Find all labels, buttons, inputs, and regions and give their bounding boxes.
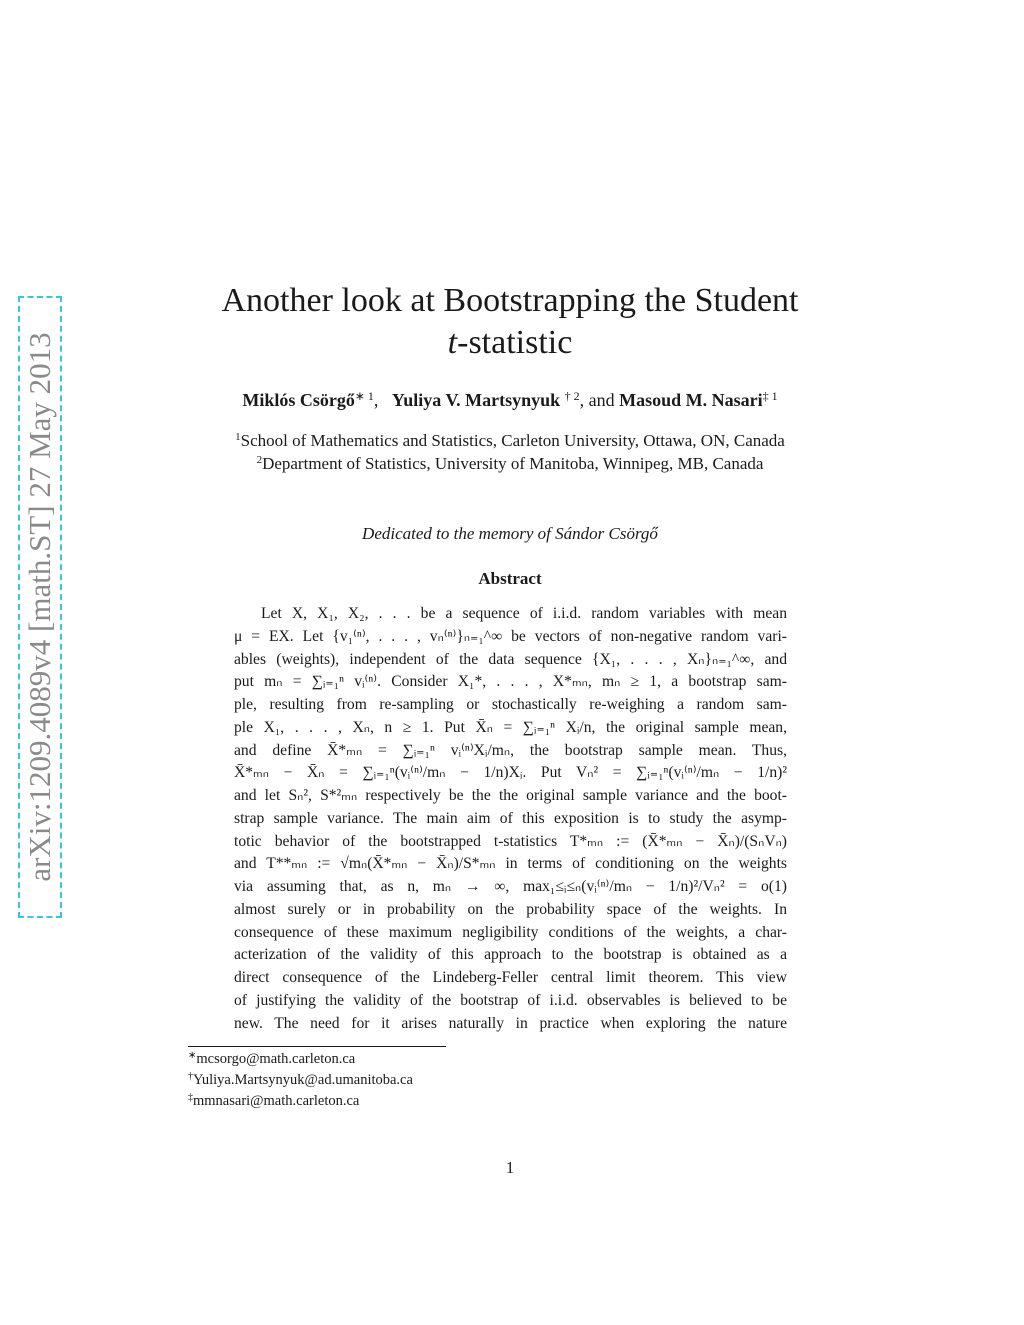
footnote-nasari-email [188, 1091, 588, 1111]
abstract-body [234, 603, 787, 1035]
abstract-line: ables (weights), independent of the data sequence {X₁, . . . , Xₙ}ₙ₌₁^∞, and [234, 650, 787, 668]
email-link[interactable]: Yuliya.Martsynyuk@ad.umanitoba.ca [193, 1072, 413, 1088]
abstract-line: put mₙ = ∑ᵢ₌₁ⁿ vᵢ⁽ⁿ⁾. Consider X₁*, . . . , X*ₘₙ, mₙ ≥ 1, a bootstrap sam- [234, 673, 787, 691]
abstract-line: Let X, X₁, X₂, . . . be a sequence of i.i.d. random variables with mean [261, 605, 787, 622]
footnote-mark: ‡ [188, 1092, 193, 1103]
author-list: Miklós Csörgő$^{∗ 1}$, Yuliya V. Martsynyuk $^{\dagger 2}$, and Masoud M. Nasari$^{\ddagger 1}$ [242, 389, 778, 410]
abstract-line: ple X₁, . . . , Xₙ, n ≥ 1. Put X̄ₙ = ∑ᵢ₌₁ⁿ Xᵢ/n, the original sample mean, [234, 718, 787, 736]
author-martsynyuk-mark: † 2 [564, 389, 580, 403]
footnote-divider [188, 1046, 446, 1047]
abstract-line: acterization of the validity of this approach to the bootstrap is obtained as a [234, 946, 787, 964]
abstract-line: almost surely or in probability on the probability space of the weights. In [234, 900, 787, 918]
abstract-line: ple, resulting from re-sampling or stochastically re-weighing a random sam- [234, 696, 787, 713]
author-nasari: Masoud M. Nasari [619, 390, 763, 410]
abstract-line: and let Sₙ², S*²ₘₙ respectively be the the original sample variance and the boot- [234, 787, 787, 804]
affiliation-1 [150, 430, 870, 452]
title-line-2 [180, 322, 840, 364]
footnote-csorgo-email [188, 1049, 588, 1069]
title-line-2-text: -statistic [457, 324, 573, 361]
page-number: 1 [505, 1158, 515, 1177]
author-nasari-mark: ‡ 1 [762, 389, 778, 403]
paper-title [180, 280, 840, 364]
abstract-line: totic behavior of the bootstrapped t-statistics T*ₘₙ := (X̄*ₘₙ − X̄ₙ)/(SₙVₙ) [234, 832, 787, 850]
affiliation-2-mark: 2 [256, 454, 263, 466]
abstract-line: X̄*ₘₙ − X̄ₙ = ∑ᵢ₌₁ⁿ(vᵢ⁽ⁿ⁾/mₙ − 1/n)Xᵢ. Put Vₙ² = ∑ᵢ₌₁ⁿ(vᵢ⁽ⁿ⁾/mₙ − 1/n)² [234, 764, 787, 782]
affiliation-2 [150, 453, 870, 475]
author-csorgo: Miklós Csörgő [242, 390, 355, 410]
email-link[interactable]: mmnasari@math.carleton.ca [193, 1093, 360, 1109]
author-conjunction: , and [579, 390, 615, 410]
abstract-line: and T**ₘₙ := √mₙ(X̄*ₘₙ − X̄ₙ)/S*ₘₙ in terms of conditioning on the weights [234, 855, 787, 873]
footnote-martsynyuk-email [188, 1070, 588, 1090]
abstract-line: direct consequence of the Lindeberg-Feller central limit theorem. This view [234, 969, 787, 986]
dedication: Dedicated to the memory of Sándor Csörgő [362, 524, 658, 543]
arxiv-identifier[interactable]: arXiv:1209.4089v4 [math.ST] 27 May 2013 [22, 332, 57, 882]
affiliation-1-mark: 1 [235, 431, 241, 443]
abstract-line: μ = EX. Let {v₁⁽ⁿ⁾, . . . , vₙ⁽ⁿ⁾}ₙ₌₁^∞ be vectors of non-negative random vari- [234, 627, 787, 645]
abstract-line: via assuming that, as n, mₙ → ∞, max₁≤ᵢ≤ₙ(vᵢ⁽ⁿ⁾/mₙ − 1/n)²/Vₙ² = o(1) [234, 878, 787, 895]
footnote-mark: ∗ [188, 1050, 197, 1061]
abstract-line: consequence of these maximum negligibility conditions of the weights, a char- [234, 923, 787, 941]
abstract-heading: Abstract [478, 569, 542, 588]
abstract-line: strap sample variance. The main aim of this exposition is to study the asymp- [234, 809, 787, 827]
abstract-line: and define X̄*ₘₙ = ∑ᵢ₌₁ⁿ vᵢ⁽ⁿ⁾Xᵢ/mₙ, the bootstrap sample mean. Thus, [234, 741, 787, 759]
abstract-line: new. The need for it arises naturally in practice when exploring the nature [234, 1014, 787, 1032]
footnote-mark: † [188, 1071, 193, 1082]
author-martsynyuk: Yuliya V. Martsynyuk [391, 390, 561, 410]
email-link[interactable]: mcsorgo@math.carleton.ca [196, 1051, 356, 1067]
abstract-line: of justifying the validity of the bootstrap of i.i.d. observables is believed to be [234, 991, 787, 1009]
title-line-1: Another look at Bootstrapping the Student [221, 282, 799, 319]
title-t-variable: t [447, 324, 458, 361]
affiliation-1-text: School of Mathematics and Statistics, Carleton University, Ottawa, ON, Canada [240, 431, 785, 450]
author-csorgo-mark: ∗ 1 [354, 389, 374, 403]
affiliation-2-text: Department of Statistics, University of Manitoba, Winnipeg, MB, Canada [262, 454, 764, 473]
